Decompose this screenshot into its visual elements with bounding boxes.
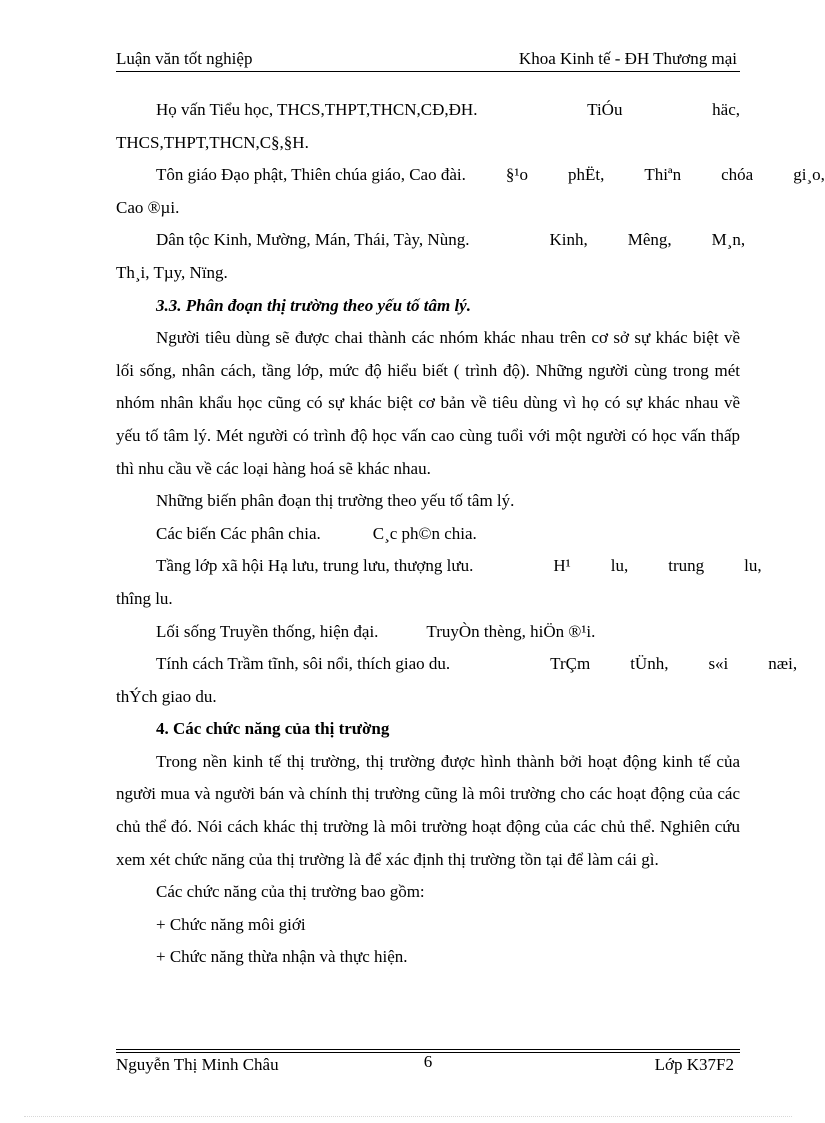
text-segment: næi, (768, 654, 798, 674)
text-segment: Các biến Các phân chia. (156, 523, 321, 543)
text-line (116, 518, 740, 551)
text-segment: TiÓu (587, 100, 623, 119)
text-segment: TrÇm (550, 654, 591, 674)
text-segment: Tôn giáo Đạo phật, Thiên chúa giáo, Cao đài. (156, 165, 466, 185)
section-heading: 4. Các chức năng của thị trường (156, 719, 390, 739)
text-segment: phËt, (567, 165, 605, 185)
text-segment: Lối sống Truyền thống, hiện đại. (156, 621, 379, 641)
text-line: Th¸i, Tµy, Nïng. (116, 262, 228, 282)
page-edge-dotted-line (24, 1116, 792, 1117)
paragraph: Trong nền kinh tế thị trường, thị trường được hình thành bởi hoạt động kinh tế của người mua và người bán và chính thị trường cũng là môi trường cho các hoạt động của các chủ thể đó. Nói cách khác thị trường là môi trường hoạt động của các chủ thể. Nghiên cứu xem xét chức năng của thị trường là để xác định thị trường tồn tại để làm cái gì. (116, 751, 740, 869)
text-segment: H¹ (553, 556, 571, 576)
text-segment: M¸n, (711, 230, 746, 250)
text-segment: gi¸o, (793, 165, 825, 185)
text-segment: Dân tộc Kinh, Mường, Mán, Thái, Tày, Nùng. (156, 230, 470, 250)
document-body (116, 94, 825, 974)
footer-author: Nguyễn Thị Minh Châu (116, 1055, 279, 1074)
text-line: THCS,THPT,THCN,C§,§H. (116, 132, 309, 152)
text-segment: Kinh, (549, 230, 588, 250)
text-segment: TruyÒn thèng, hiÖn ®¹i. (426, 621, 596, 641)
text-segment: lu, (744, 556, 762, 576)
text-line (116, 224, 746, 257)
page-number: 6 (423, 1052, 433, 1071)
list-item: + Chức năng môi giới (156, 914, 306, 934)
text-segment: Thiªn (644, 165, 682, 185)
text-segment: Tầng lớp xã hội Hạ lưu, trung lưu, thượng lưu. (156, 556, 474, 576)
text-segment: trung (668, 556, 705, 576)
page-footer (116, 1053, 740, 1079)
text-segment: lu, (610, 556, 629, 576)
text-segment: C¸c ph©n chia. (372, 523, 477, 543)
text-line: Những biến phân đoạn thị trường theo yếu tố tâm lý. (156, 491, 515, 511)
text-line: thÝch giao du. (116, 686, 217, 706)
text-line: thîng lu. (116, 588, 173, 608)
text-line (116, 94, 740, 127)
text-line: Cao ®µi. (116, 197, 180, 217)
text-segment: Tính cách Trầm tĩnh, sôi nổi, thích giao du. (156, 654, 451, 674)
text-line: Các chức năng của thị trường bao gồm: (156, 882, 425, 902)
text-line (116, 159, 825, 192)
footer-rule (116, 1049, 740, 1050)
text-segment: §¹o (505, 165, 528, 185)
text-segment: Mêng, (627, 230, 672, 250)
text-segment: s«i (708, 654, 729, 674)
text-line (116, 550, 762, 583)
section-heading: 3.3. Phân đoạn thị trường theo yếu tố tâm lý. (156, 295, 471, 315)
header-thesis-label: Luận văn tốt nghiệp (116, 49, 253, 68)
text-segment: Họ vấn Tiểu học, THCS,THPT,THCN,CĐ,ĐH. (156, 100, 478, 119)
text-segment: häc, (712, 100, 740, 119)
header-rule (116, 71, 740, 72)
text-segment: chóa (721, 165, 754, 185)
footer-class: Lớp K37F2 (654, 1055, 734, 1074)
text-line (116, 648, 798, 681)
text-segment: tÜnh, (630, 654, 669, 674)
page-header (116, 48, 740, 72)
text-line (116, 616, 740, 649)
header-faculty-label: Khoa Kinh tế - ĐH Thương mại (518, 49, 737, 68)
paragraph: Người tiêu dùng sẽ được chai thành các nhóm khác nhau trên cơ sở sự khác biệt về lối sống, nhân cách, tầng lớp, mức độ hiểu biết ( trình độ). Những người cùng trong mét nhóm nhân khẩu học cũng có sự khác biệt cơ bản về tiêu dùng vì họ có sự khác nhau về yếu tố tâm lý. Mét người có trình độ học vấn cao cùng tuổi với một người có học vấn thấp thì nhu cầu về các loại hàng hoá sẽ khác nhau. (116, 328, 740, 478)
list-item: + Chức năng thừa nhận và thực hiện. (156, 947, 408, 967)
